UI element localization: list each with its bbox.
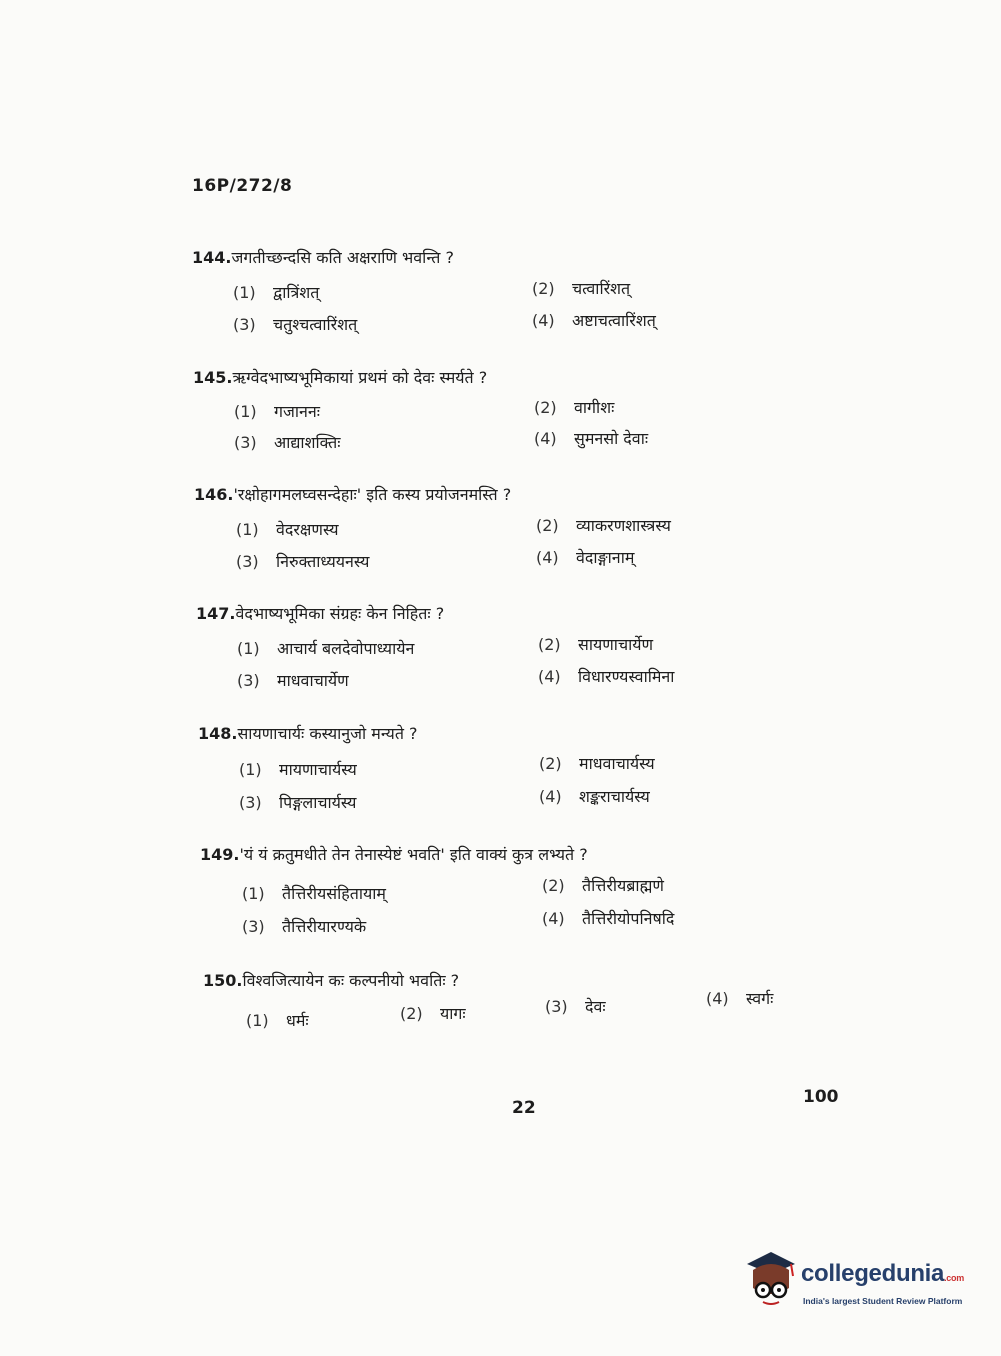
option-4: (4) सुमनसो देवाः: [534, 429, 649, 448]
option-2: (2) चत्वारिंशत्: [532, 279, 631, 298]
logo-wordmark: collegedunia.com: [801, 1260, 964, 1287]
marks-label: 100: [803, 1087, 839, 1107]
paper-code: 16P/272/8: [192, 176, 293, 196]
question-text: विश्वजित्यायेन कः कल्पनीयो भवतिः ?: [242, 971, 460, 990]
question-145: [193, 366, 487, 388]
option-2: (2) सायणाचार्येण: [538, 635, 654, 654]
collegedunia-logo[interactable]: [743, 1250, 973, 1320]
page-number: 22: [512, 1098, 536, 1118]
question-text: 'यं यं क्रतुमधीते तेन तेनास्येष्टं भवति' इति वाक्यं कुत्र लभ्यते ?: [239, 845, 588, 864]
option-2: (2) माधवाचार्यस्य: [539, 754, 655, 773]
question-149: [200, 843, 588, 865]
option-1: (1) गजाननः: [234, 402, 321, 421]
question-number: 150.: [203, 971, 243, 990]
question-number: 145.: [193, 368, 233, 387]
question-147: [196, 602, 444, 624]
option-4: (4) वेदाङ्गानाम्: [536, 548, 635, 567]
option-4: (4) शङ्कराचार्यस्य: [539, 787, 650, 806]
logo-tagline: India's largest Student Review Platform: [803, 1296, 963, 1306]
option-1: (1) आचार्य बलदेवोपाध्यायेन: [237, 639, 415, 658]
option-3: (3) आद्याशक्तिः: [234, 433, 341, 452]
question-number: 149.: [200, 845, 240, 864]
option-1: (1) द्वात्रिंशत्: [233, 283, 320, 302]
option-4: (4) स्वर्गः: [706, 989, 774, 1008]
option-1: (1) वेदरक्षणस्य: [236, 520, 339, 539]
option-3: (3) तैत्तिरीयारण्यके: [242, 917, 367, 936]
option-4: (4) अष्टाचत्वारिंशत्: [532, 311, 656, 330]
question-text: जगतीच्छन्दसि कति अक्षराणि भवन्ति ?: [231, 248, 454, 267]
question-number: 144.: [192, 248, 232, 267]
option-1: (1) तैत्तिरीयसंहितायाम्: [242, 884, 387, 903]
option-3: (3) माधवाचार्येण: [237, 671, 349, 690]
option-4: (4) विधारण्यस्वामिना: [538, 667, 675, 686]
option-3: (3) पिङ्गलाचार्यस्य: [239, 793, 357, 812]
option-1: (1) धर्मः: [246, 1011, 309, 1030]
question-150: [203, 969, 459, 991]
option-3: (3) निरुक्ताध्ययनस्य: [236, 552, 370, 571]
option-2: (2) यागः: [400, 1004, 466, 1023]
option-3: (3) चतुश्चत्वारिंशत्: [233, 315, 358, 334]
question-number: 148.: [198, 724, 238, 743]
option-1: (1) मायणाचार्यस्य: [239, 760, 357, 779]
question-text: वेदभाष्यभूमिका संग्रहः केन निहितः ?: [235, 604, 445, 623]
question-148: [198, 722, 418, 744]
option-3: (3) देवः: [545, 997, 606, 1016]
question-text: सायणाचार्यः कस्यानुजो मन्यते ?: [237, 724, 418, 743]
question-text: 'रक्षोहागमलघ्वसन्देहाः' इति कस्य प्रयोजनमस्ति ?: [233, 485, 512, 504]
question-146: [194, 483, 511, 505]
question-number: 147.: [196, 604, 236, 623]
option-2: (2) वागीशः: [534, 398, 615, 417]
option-2: (2) तैत्तिरीयब्राह्मणे: [542, 876, 664, 895]
question-text: ऋग्वेदभाष्यभूमिकायां प्रथमं को देवः स्मर्यते ?: [232, 368, 488, 387]
question-144: [192, 246, 454, 268]
option-2: (2) व्याकरणशास्त्रस्य: [536, 516, 671, 535]
question-number: 146.: [194, 485, 234, 504]
mascot-icon: [743, 1250, 799, 1312]
option-4: (4) तैत्तिरीयोपनिषदि: [542, 909, 675, 928]
